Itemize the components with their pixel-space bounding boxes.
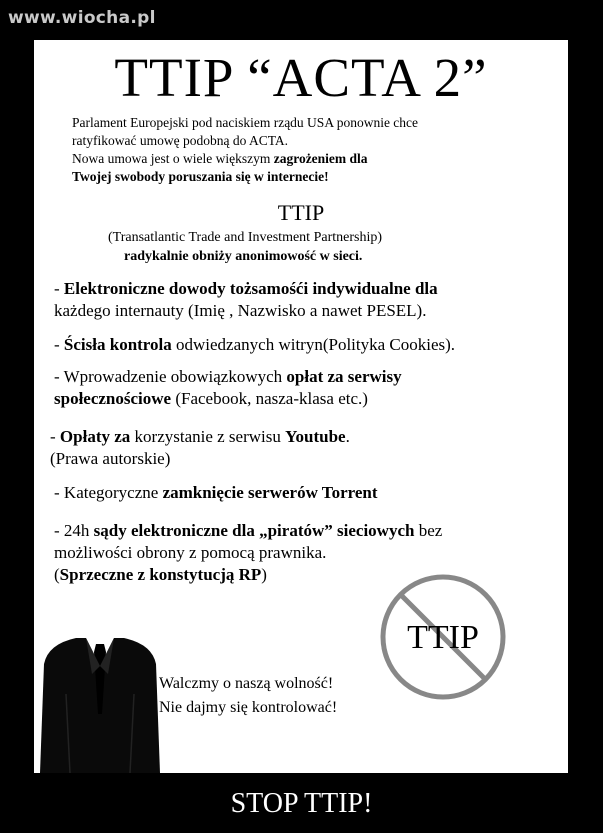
- ttip-expansion: (Transatlantic Trade and Investment Partnership): [108, 230, 382, 245]
- ttip-claim: radykalnie obniży anonimowość w sieci.: [124, 249, 363, 264]
- ttip-subtitle: [108, 228, 528, 266]
- site-watermark: www.wiocha.pl: [8, 8, 156, 28]
- closing-line: Nie dajmy się kontrolować!: [159, 699, 338, 716]
- bullet-item: - Opłaty za korzystanie z serwisu Youtube. (Prawa autorskie): [50, 427, 350, 468]
- poster: [34, 40, 568, 773]
- intro-line: Parlament Europejski pod naciskiem rządu USA ponownie chce: [72, 115, 419, 130]
- ttip-heading: TTIP: [277, 200, 325, 225]
- intro-line: ratyfikować umowę podobną do ACTA.: [72, 133, 288, 148]
- bullet-item: - Kategoryczne zamknięcie serwerów Torrent: [54, 483, 378, 502]
- footer-caption: STOP TTIP!: [230, 788, 373, 819]
- intro-line: Twojej swobody poruszania się w internecie!: [72, 169, 329, 184]
- poster-title: TTIP “ACTA 2”: [114, 47, 488, 108]
- closing-line: Walczmy o naszą wolność!: [159, 675, 334, 692]
- closing-text: [159, 672, 337, 720]
- bullet-item: - 24h sądy elektroniczne dla „piratów” sieciowych bez możliwości obrony z pomocą prawnika. (Sprzeczne z konstytucją RP): [54, 521, 443, 584]
- bullet-item: - Wprowadzenie obowiązkowych opłat za serwisy społecznościowe (Facebook, nasza-klasa etc.): [54, 367, 402, 408]
- no-ttip-sign-icon: [378, 572, 508, 702]
- intro-line: Nowa umowa jest o wiele większym zagrożeniem dla: [72, 151, 368, 166]
- bullet-item: - Ścisła kontrola odwiedzanych witryn(Polityka Cookies).: [54, 335, 456, 354]
- suit-figure-icon: [36, 604, 164, 773]
- intro-paragraph: [72, 114, 552, 186]
- bullet-item: - Elektroniczne dowody tożsamośći indywidualne dla każdego internauty (Imię , Nazwisko a nawet PESEL).: [54, 279, 438, 320]
- sign-label: TTIP: [407, 619, 479, 656]
